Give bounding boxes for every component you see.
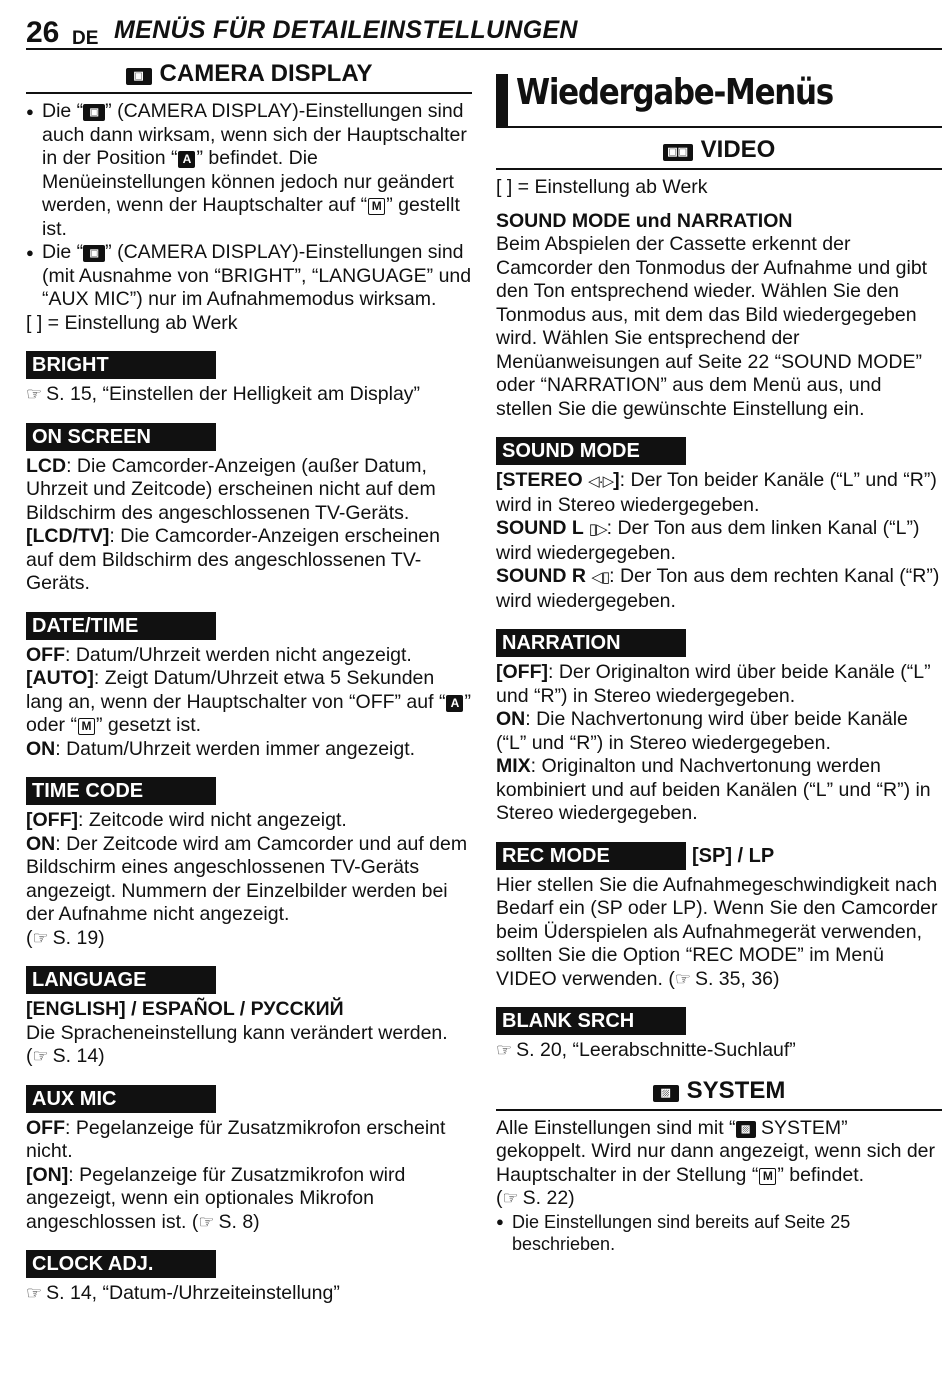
system-title: SYSTEM xyxy=(686,1076,786,1104)
sound-l-text: : Der Ton aus dem linken Kanal (“L”) wird wiedergegeben. xyxy=(496,517,920,564)
date-time-label: DATE/TIME xyxy=(26,612,216,640)
off-text: : Der Originalton wird über beide Kanäle (“L” und “R”) in Stereo wiedergegeben. xyxy=(496,661,931,707)
language-options xyxy=(26,998,472,1022)
reference-icon: ☞ xyxy=(32,1046,49,1066)
system-icon: ▨ xyxy=(653,1085,679,1102)
reference-icon: ☞ xyxy=(502,1188,519,1208)
auto-mode-icon: A xyxy=(446,695,463,712)
time-code-label: TIME CODE xyxy=(26,777,216,805)
clock-adj-label: CLOCK ADJ. xyxy=(26,1250,216,1278)
camera-display-heading xyxy=(26,60,472,94)
sound-r-term: SOUND R xyxy=(496,565,592,587)
reference-icon: ☞ xyxy=(198,1211,215,1232)
text: ” (CAMERA DISPLAY)-Einstellungen sind (mit Ausnahme von “BRIGHT”, “LANGUAGE” und “AUX MIC”) nur im Aufnahmemodus wirksam. xyxy=(42,241,472,310)
off-term: [OFF] xyxy=(26,809,78,831)
narration-mix xyxy=(496,755,942,826)
left-column xyxy=(26,60,472,1306)
text: Die “ xyxy=(42,100,84,122)
bright-label: BRIGHT xyxy=(26,351,216,379)
page-number: 26 xyxy=(26,16,60,49)
blank-srch-ref xyxy=(496,1039,942,1063)
text: ” gestellt ist. xyxy=(42,194,460,240)
text: Die “ xyxy=(42,241,84,263)
sound-mode-r xyxy=(496,565,942,613)
sound-l-term: SOUND L xyxy=(496,517,589,539)
manual-mode-icon: M xyxy=(368,198,385,215)
time-code-ref xyxy=(26,927,472,951)
narration-on xyxy=(496,708,942,755)
camera-display-bullet-1 xyxy=(26,100,472,241)
system-icon: ▨ xyxy=(736,1121,756,1138)
left-speaker-icon: ▯▷ xyxy=(588,521,607,538)
on-text: : Die Nachvertonung wird über beide Kanäle (“L” und “R”) in Stereo wiedergegeben. xyxy=(496,708,908,754)
video-heading xyxy=(496,136,942,170)
page-header xyxy=(26,14,942,50)
reference-icon: ☞ xyxy=(26,384,43,404)
playback-menus-heading xyxy=(496,66,942,128)
playback-menus-title: Wiedergabe-Menüs xyxy=(516,72,833,113)
camera-display-icon: ▣ xyxy=(126,68,152,85)
camera-display-title: CAMERA DISPLAY xyxy=(159,60,373,87)
off-term: [OFF] xyxy=(496,661,548,683)
ref-text: S. 22) xyxy=(522,1187,575,1209)
system-heading xyxy=(496,1077,942,1111)
default-setting-note: [ ] = Einstellung ab Werk xyxy=(26,311,238,334)
language-label: LANGUAGE xyxy=(26,966,216,994)
on-screen-label: ON SCREEN xyxy=(26,423,216,451)
on-text: : Der Zeitcode wird am Camcorder und auf dem Bildschirm eines angeschlossenen TV-Geräts angezeigt. Nummern der Einzelbilder werden bei der Aufnahme nicht angezeigt. xyxy=(26,832,468,925)
camera-display-icon: ▣ xyxy=(83,104,105,121)
stereo-icon: ◁·▷ xyxy=(588,473,614,490)
video-cassette-icon: ▣▣ xyxy=(663,144,693,161)
right-speaker-icon: ◁▯ xyxy=(591,569,610,586)
text: ” befindet. Die Menüeinstellungen können jedoch nur geändert werden, wenn der Hauptschalter auf “ xyxy=(42,147,454,216)
on-screen-lcdtv xyxy=(26,525,472,596)
text: ( xyxy=(496,1187,503,1209)
lcd-text: : Die Camcorder-Anzeigen (außer Datum, Uhrzeit und Zeitcode) erscheinen nicht auf dem Bildschirm des angeschlossenen TV-Geräts. xyxy=(26,454,436,524)
ref-text: S. 8) xyxy=(218,1210,260,1233)
lcd-term: LCD xyxy=(26,454,67,477)
sound-mode-stereo xyxy=(496,469,942,517)
on-term: ON xyxy=(26,737,56,760)
text: ” oder “ xyxy=(26,690,471,736)
reference-icon: ☞ xyxy=(32,927,49,948)
off-text: : Datum/Uhrzeit werden nicht angezeigt. xyxy=(65,643,412,666)
bright-ref-text: S. 15, “Einstellen der Helligkeit am Display” xyxy=(46,383,421,405)
time-code-on xyxy=(26,833,472,927)
auto-mode-icon: A xyxy=(178,151,195,168)
manual-mode-icon: M xyxy=(759,1168,776,1185)
ref-text: S. 35, 36) xyxy=(694,967,780,990)
date-time-off xyxy=(26,644,472,668)
ref-text: S. 19) xyxy=(52,926,105,949)
stereo-close: ] xyxy=(613,469,620,491)
rec-mode-text xyxy=(496,874,942,992)
rec-mode-row xyxy=(496,842,942,870)
text: : Zeigt Datum/Uhrzeit etwa 5 Sekunden lang an, wenn der Hauptschalter von “OFF” auf “ xyxy=(26,667,446,713)
ref-text: S. 14) xyxy=(52,1045,105,1067)
on-term: ON xyxy=(496,708,526,730)
off-term: OFF xyxy=(26,1116,65,1139)
off-term: OFF xyxy=(26,643,65,666)
date-time-on xyxy=(26,738,472,762)
subtitle-text: SOUND MODE und NARRATION xyxy=(496,209,793,232)
text: Die Spracheneinstellung kann verändert werden. ( xyxy=(26,1021,448,1067)
right-column xyxy=(496,66,942,1255)
lcdtv-text: : Die Camcorder-Anzeigen erscheinen auf dem Bildschirm des angeschlossenen TV-Geräts. xyxy=(26,525,440,594)
on-screen-lcd xyxy=(26,455,472,526)
bright-ref xyxy=(26,383,472,407)
narration-off xyxy=(496,661,942,708)
date-time-auto xyxy=(26,667,472,738)
ref-text: S. 14, “Datum-/Uhrzeiteinstellung” xyxy=(46,1282,340,1304)
language-text xyxy=(26,1022,472,1069)
text: ” befindet. xyxy=(777,1163,865,1186)
time-code-off xyxy=(26,809,472,833)
reference-icon: ☞ xyxy=(26,1283,43,1303)
sound-r-text: : Der Ton aus dem rechten Kanal (“R”) wird wiedergegeben. xyxy=(496,565,940,612)
auto-term: [AUTO] xyxy=(26,667,94,689)
off-text: : Zeitcode wird nicht angezeigt. xyxy=(77,809,347,831)
narration-label: NARRATION xyxy=(496,629,686,657)
on-term: [ON] xyxy=(26,1163,69,1186)
blank-srch-label: BLANK SRCH xyxy=(496,1007,686,1035)
text: ” (CAMERA DISPLAY)-Einstellungen sind auch dann wirksam, wenn sich der Hauptschalter in der Position “ xyxy=(42,100,467,169)
text: Hier stellen Sie die Aufnahmegeschwindigkeit nach Bedarf ein (SP oder LP). Wenn Sie den Camcorder beim Üderspielen als Aufnahmegerät verwenden, sollten Sie die Option “REC MODE” im Menü VIDEO verwenden. ( xyxy=(496,873,938,990)
aux-mic-on xyxy=(26,1164,472,1235)
text: Alle Einstellungen sind mit “ xyxy=(496,1116,736,1139)
on-text: : Pegelanzeige für Zusatzmikrofon wird angezeigt, wenn ein optionales Mikrofon angeschlossen ist. ( xyxy=(26,1163,406,1233)
off-text: : Pegelanzeige für Zusatzmikrofon erscheint nicht. xyxy=(26,1116,446,1162)
aux-mic-off xyxy=(26,1117,472,1164)
reference-icon: ☞ xyxy=(496,1040,513,1060)
heading-bar xyxy=(496,74,508,126)
aux-mic-label: AUX MIC xyxy=(26,1085,216,1113)
video-default-note: [ ] = Einstellung ab Werk xyxy=(496,176,708,198)
video-title: VIDEO xyxy=(700,136,776,163)
text: SYSTEM” gekoppelt. Wird nur dann angezeigt, wenn sich der Hauptschalter in der Stellung “ xyxy=(496,1116,936,1186)
page-language: DE xyxy=(72,28,99,49)
sound-mode-label: SOUND MODE xyxy=(496,437,686,465)
reference-icon: ☞ xyxy=(674,968,691,989)
stereo-term: [STEREO xyxy=(496,469,589,491)
options-text: [ENGLISH] / ESPAÑOL / РУССКИЙ xyxy=(26,998,344,1020)
mix-text: : Originalton und Nachvertonung werden kombiniert und auf beiden Kanälen (“L” und “R”) in Stereo wiedergegeben. xyxy=(496,755,931,824)
on-text: : Datum/Uhrzeit werden immer angezeigt. xyxy=(55,737,416,760)
text: ( xyxy=(26,926,33,949)
system-text xyxy=(496,1117,942,1188)
clock-adj-ref xyxy=(26,1282,472,1306)
rec-mode-label: REC MODE xyxy=(496,842,686,870)
ref-text: S. 20, “Leerabschnitte-Suchlauf” xyxy=(516,1039,796,1061)
rec-mode-value: [SP] / LP xyxy=(692,844,775,867)
sound-mode-l xyxy=(496,517,942,565)
on-term: ON xyxy=(26,832,56,855)
system-ref xyxy=(496,1187,942,1211)
sound-narration-intro: Beim Abspielen der Cassette erkennt der Camcorder den Tonmodus der Aufnahme und gibt den Ton entsprechend wieder. Wählen Sie den Tonmodus aus, mit dem das Bild wiedergegeben wird. Wählen Sie entsprechend der Menüanweisungen auf Seite 22 “SOUND MODE” oder “NARRATION” aus dem Menü aus, und stellen Sie die gewünschte Einstellung ein. xyxy=(496,233,928,420)
text: ” gesetzt ist. xyxy=(95,714,202,736)
lcdtv-term: [LCD/TV] xyxy=(26,525,110,547)
page-section-title: MENÜS FÜR DETAILEINSTELLUNGEN xyxy=(114,16,578,44)
stereo-text: : Der Ton beider Kanäle (“L” und “R”) wird in Stereo wiedergegeben. xyxy=(496,469,937,516)
camera-display-bullet-2 xyxy=(26,241,472,312)
mix-term: MIX xyxy=(496,755,531,777)
manual-mode-icon: M xyxy=(78,718,95,735)
camera-display-icon: ▣ xyxy=(83,245,105,262)
sound-narration-subtitle xyxy=(496,210,942,234)
system-bullet: ● Die Einstellungen sind bereits auf Seite 25 beschrieben. xyxy=(496,1211,942,1255)
